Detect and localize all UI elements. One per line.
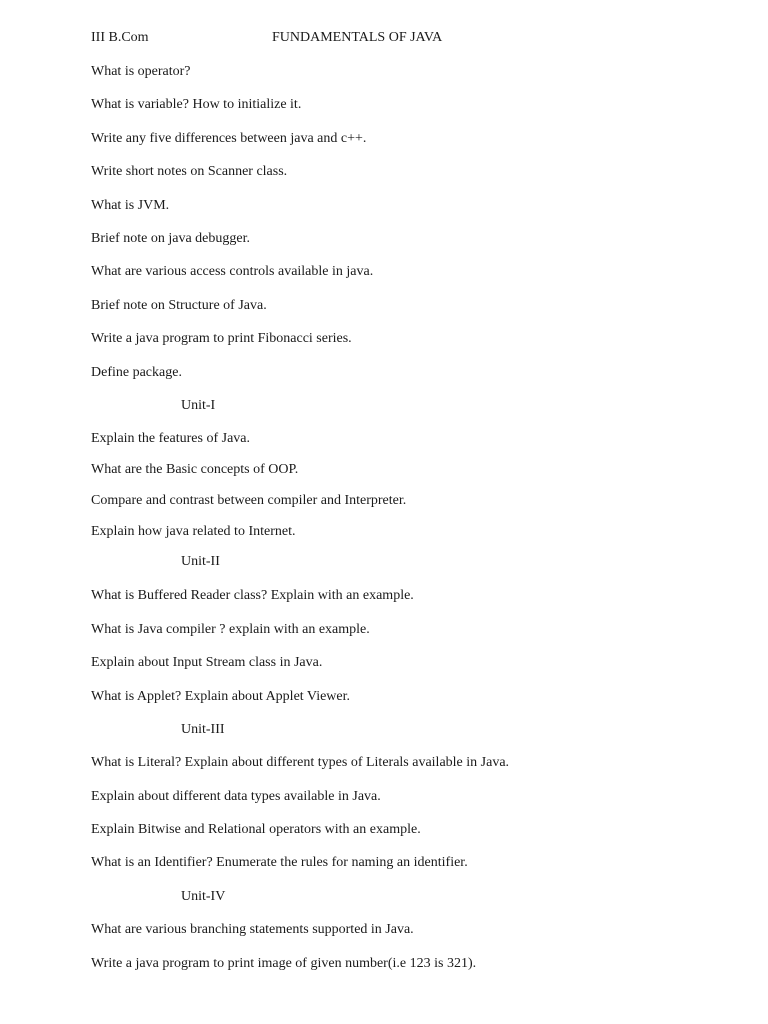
question-line: What is Buffered Reader class? Explain with an example. xyxy=(91,588,414,603)
question-line: What is Java compiler ? explain with an example. xyxy=(91,622,370,637)
subject-title: FUNDAMENTALS OF JAVA xyxy=(272,30,443,45)
question-line: Explain how java related to Internet. xyxy=(91,524,296,539)
question-line: What is an Identifier? Enumerate the rules for naming an identifier. xyxy=(91,855,468,870)
page-header xyxy=(91,30,691,50)
question-line: Compare and contrast between compiler and Interpreter. xyxy=(91,493,407,508)
question-line: Write a java program to print image of given number(i.e 123 is 321). xyxy=(91,956,477,971)
question-line: What is Applet? Explain about Applet Viewer. xyxy=(91,689,351,704)
unit-heading: Unit-I xyxy=(181,398,216,413)
question-line: Define package. xyxy=(91,365,182,380)
question-line: Write any five differences between java and c++. xyxy=(91,131,367,146)
question-line: Explain the features of Java. xyxy=(91,431,250,446)
question-line: Write short notes on Scanner class. xyxy=(91,164,288,179)
question-line: What is variable? How to initialize it. xyxy=(91,97,302,112)
question-line: What is Literal? Explain about different types of Literals available in Java. xyxy=(91,755,510,770)
unit-heading: Unit-III xyxy=(181,722,225,737)
question-line: Explain about different data types available in Java. xyxy=(91,789,381,804)
unit-heading: Unit-IV xyxy=(181,889,226,904)
question-line: Explain about Input Stream class in Java. xyxy=(91,655,323,670)
question-line: Brief note on Structure of Java. xyxy=(91,298,267,313)
question-line: What are various branching statements supported in Java. xyxy=(91,922,414,937)
question-line: Write a java program to print Fibonacci series. xyxy=(91,331,352,346)
course-label: III B.Com xyxy=(91,30,149,45)
unit-heading: Unit-II xyxy=(181,554,220,569)
question-line: Brief note on java debugger. xyxy=(91,231,251,246)
question-line: What is JVM. xyxy=(91,198,170,213)
question-line: What are various access controls available in java. xyxy=(91,264,374,279)
question-line: What are the Basic concepts of OOP. xyxy=(91,462,299,477)
question-line: What is operator? xyxy=(91,64,191,79)
question-line: Explain Bitwise and Relational operators with an example. xyxy=(91,822,421,837)
